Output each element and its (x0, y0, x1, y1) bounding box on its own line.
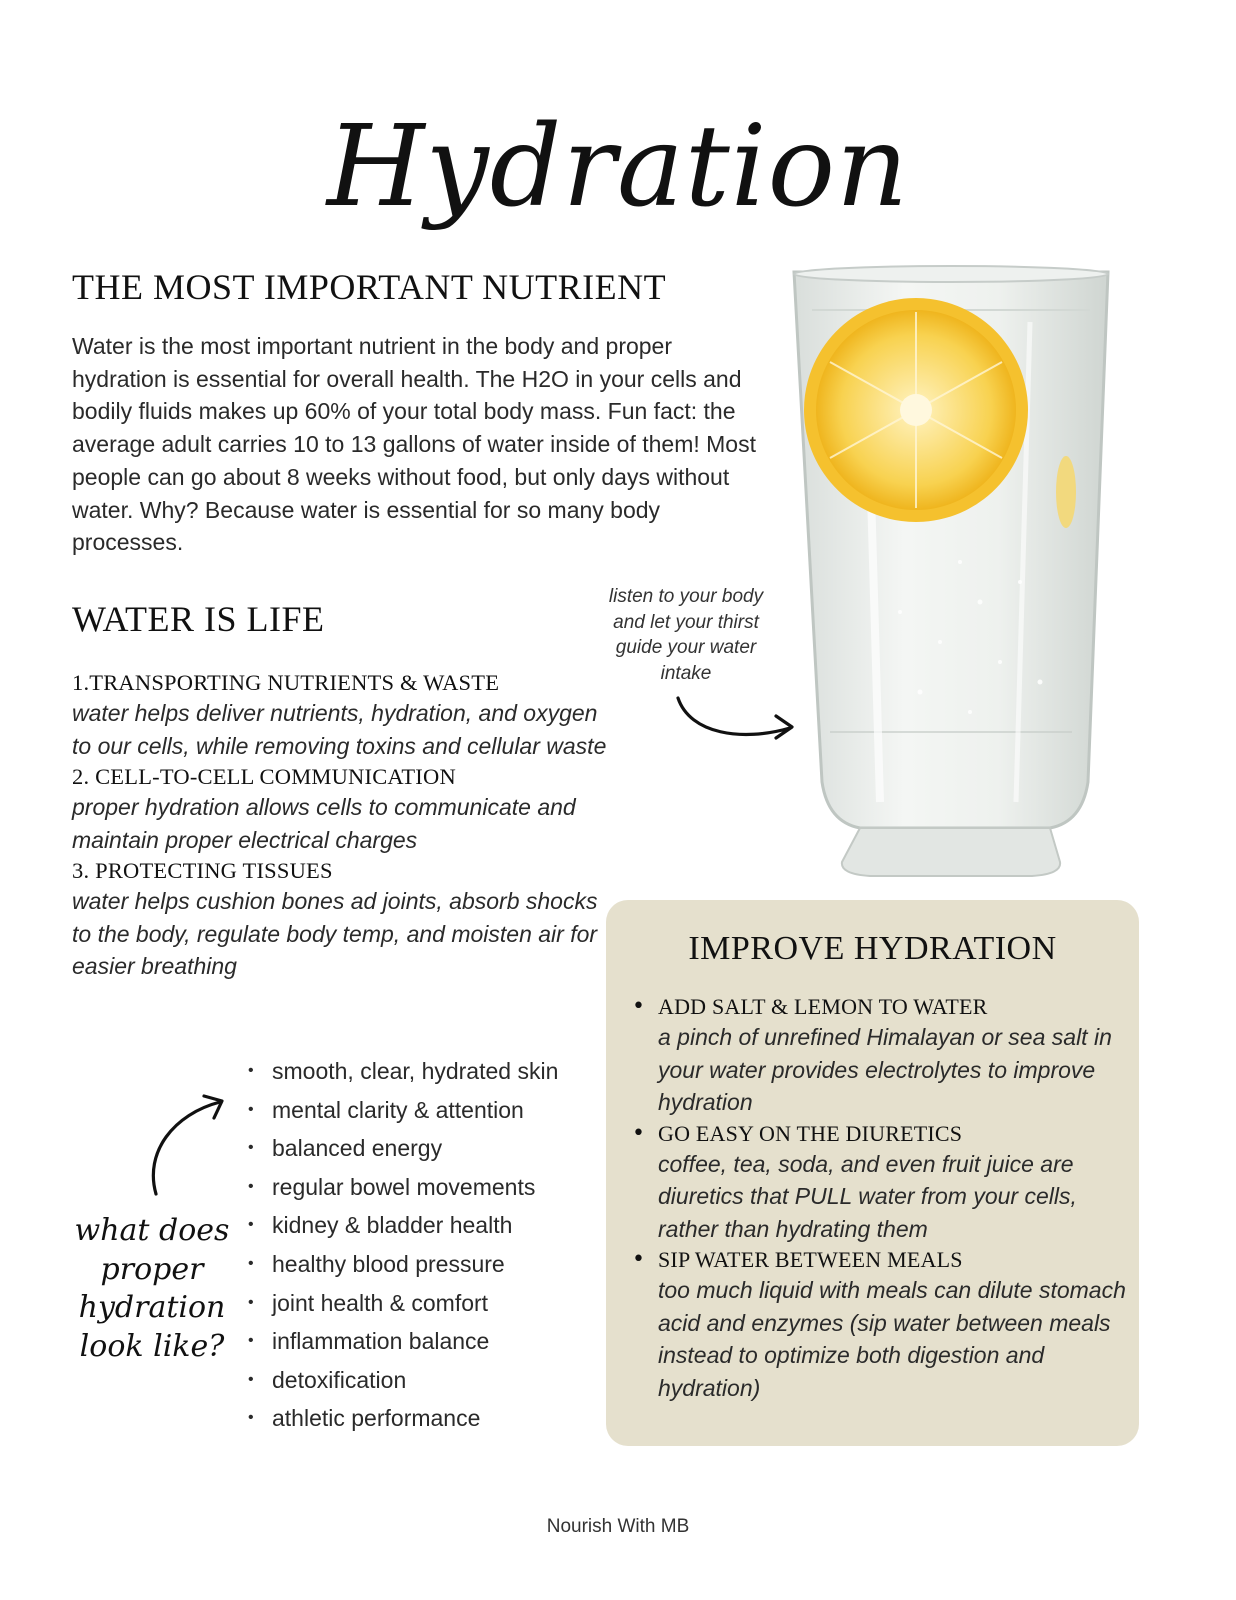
list-item: • GO EASY ON THE DIURETICS coffee, tea, soda, and even fruit juice are diuretics that PULL water from your cells, rather than hydrating them (626, 1119, 1126, 1246)
list-item: • mental clarity & attention (248, 1096, 524, 1123)
tip-text: too much liquid with meals can dilute stomach acid and enzymes (sip water between meals instead to optimize both digestion and hydration) (658, 1277, 1126, 1401)
tip-heading: SIP WATER BETWEEN MEALS (658, 1247, 963, 1272)
footer-brand: Nourish With MB (546, 1516, 690, 1537)
tip-text: a pinch of unrefined Himalayan or sea salt in your water provides electrolytes to improve hydration (658, 1024, 1112, 1115)
list-item: • inflammation balance (248, 1328, 490, 1355)
list-item (72, 668, 612, 762)
improve-hydration-heading: IMPROVE HYDRATION (688, 930, 1057, 967)
hydration-benefits-list (248, 1052, 558, 1438)
list-item: • balanced energy (248, 1135, 443, 1162)
list-item: • ADD SALT & LEMON TO WATER a pinch of unrefined Himalayan or sea salt in your water provides electrolytes to improve hydration (626, 992, 1126, 1119)
list-item: • smooth, clear, hydrated skin (248, 1058, 559, 1084)
list-item-text: water helps cushion bones ad joints, absorb shocks to the body, regulate body temp, and moisten air for easier breathing (72, 888, 598, 979)
list-item: • kidney & bladder health (248, 1212, 513, 1239)
list-item: • SIP WATER BETWEEN MEALS too much liquid with meals can dilute stomach acid and enzymes (sip water between meals instead to optimize both digestion and hydration) (626, 1245, 1126, 1404)
thirst-note: listen to your body and let your thirst guide your water intake (608, 586, 764, 684)
tip-heading: ADD SALT & LEMON TO WATER (658, 994, 988, 1019)
list-item-heading: 1.TRANSPORTING NUTRIENTS & WASTE (72, 670, 500, 695)
list-item: • healthy blood pressure (248, 1250, 505, 1277)
hydration-question: what does proper hydration look like? (74, 1213, 230, 1364)
list-item: • detoxification (248, 1366, 407, 1393)
tips-list (626, 992, 1126, 1404)
list-item: • regular bowel movements (248, 1173, 536, 1200)
list-item-heading: 2. CELL-TO-CELL COMMUNICATION (72, 764, 456, 789)
list-item-heading: 3. PROTECTING TISSUES (72, 858, 333, 883)
tip-text: coffee, tea, soda, and even fruit juice are diuretics that PULL water from your cells, rather than hydrating them (658, 1150, 1077, 1242)
glass-of-lemon-water-image (770, 262, 1130, 882)
tip-heading: GO EASY ON THE DIURETICS (658, 1120, 963, 1146)
list-item: • athletic performance (248, 1405, 481, 1432)
list-item (72, 762, 612, 856)
list-item-text: water helps deliver nutrients, hydration, and oxygen to our cells, while removing toxins and cellular waste (72, 700, 607, 759)
curved-arrow-up-icon (140, 1090, 236, 1200)
page-title: Hydration (326, 102, 910, 232)
section-heading-water-is-life: WATER IS LIFE (72, 599, 325, 639)
list-item: • joint health & comfort (248, 1289, 489, 1316)
section-heading-nutrient: THE MOST IMPORTANT NUTRIENT (72, 267, 667, 307)
list-item-text: proper hydration allows cells to communicate and maintain proper electrical charges (72, 794, 576, 853)
intro-paragraph: Water is the most important nutrient in the body and proper hydration is essential for overall health. The H2O in your cells and bodily fluids makes up 60% of your total body mass. Fun fact: the average adult carries 10 to 13 gallons of water inside of them! Most people can go about 8 weeks without food, but only days without water. Why? Because water is essential for so many body processes. (72, 333, 756, 556)
water-is-life-list (72, 668, 612, 983)
improve-hydration-box (606, 900, 1139, 1446)
list-item (72, 856, 612, 983)
